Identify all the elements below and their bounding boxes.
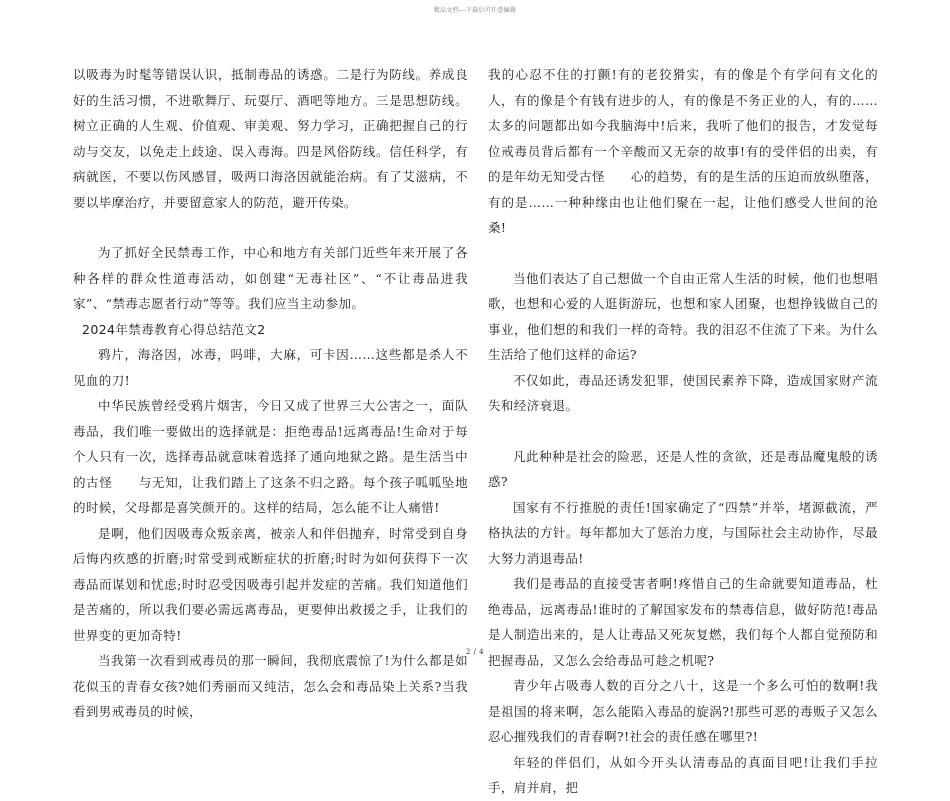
paragraph: 为了抓好全民禁毒工作，中心和地方有关部门近些年来开展了各种各样的群众性道毒活动，如创建“无毒社区”、“不让毒品进我家”、“禁毒志愿者行动”等等。我们应当主动参加。: [73, 245, 468, 311]
paragraph: 不仅如此，毒品还诱发犯罪，使国民素养下降，造成国家财产流失和经济衰退。: [488, 372, 878, 413]
paragraph: 年轻的伴侣们，从如今开头认清毒品的真面目吧!让我们手拉手，肩并肩，把: [488, 754, 878, 795]
paragraph: 当我第一次看到戒毒员的那一瞬间，我彻底震惊了!为什么都是如花似玉的青春女孩?她们秀丽而又纯洁，怎么会和毒品染上关系?当我看到男戒毒员的时候，: [73, 653, 468, 719]
paragraph: 凡此种种是社会的险恶，还是人性的贪欲，还是毒品魔鬼般的诱惑?: [488, 448, 878, 489]
paragraph: 青少年占吸毒人数的百分之八十，这是一个多么可怕的数啊!我是祖国的将来啊，怎么能陷入毒品的旋涡?!那些可恶的毒贩子又怎么忍心摧残我们的青春啊?!社会的责任感在哪里?!: [488, 678, 878, 744]
paragraph: 是啊，他们因吸毒众叛亲离，被亲人和伴侣抛弃，时常受到自身后悔内疚感的折磨;时常受到戒断症状的折磨;时时为如何获得下一次毒品而谋划和忧虑;时时忍受因吸毒引起并发症的苦痛。我们知道他们是苦痛的，所以我们要必需远离毒品，更要伸出救援之手，让我们的世界变的更加奇特!: [73, 525, 468, 643]
paragraph: 以吸毒为时髦等错误认识，抵制毒品的诱惑。二是行为防线。养成良好的生活习惯，不进歌舞厅、玩耍厅、酒吧等地方。三是思想防线。树立正确的人生观、价值观、审美观、努力学习，正确把握自己的行动与交友，以免走上歧途、误入毒海。四是风俗防线。信任科学，有病就医，不要以伤风感冒，吸两口海洛因就能治病。有了艾滋病，不要以毕摩治疗，并要留意家人的防范，避开传染。: [73, 67, 468, 210]
paragraph: 我的心忍不住的打颤!有的老狡猾实，有的像是个有学问有文化的人，有的像是个有钱有进步的人，有的像是不务正业的人，有的……太多的问题都出如今我脑海中!后来，我听了他们的报告，才发觉每位戒毒员背后都有一个辛酸而又无奈的故事!有的受伴侣的出卖，有的是年幼无知受古怪 心的趋势，有的是生活的压迫而放纵堕落，有的是……一种种缘由也让他们聚在一起，让他们感受人世间的沧桑!: [488, 67, 878, 235]
paragraph: 当他们表达了自己想做一个自由正常人生活的时候，他们也想唱歌，也想和心爱的人逛街游玩，也想和家人团聚，也想挣钱做自己的事业，他们想的和我们一样的奇特。我的泪忍不住流了下来。为什么生活给了他们这样的命运?: [488, 270, 878, 362]
page-header: 精品文档---下载后可任意编辑: [433, 7, 517, 14]
paragraph: 国家有不行推脱的责任!国家确定了“四禁”并举，堵源截流，严格执法的方针。每年都加大了惩治力度，与国际社会主动协作，尽最大努力消退毒品!: [488, 499, 878, 566]
left-column: [73, 62, 468, 725]
paragraph: 我们是毒品的直接受害者啊!疼惜自己的生命就要知道毒品，杜绝毒品，远离毒品!谁时的了解国家发布的禁毒信息，做好防范!毒品是人制造出来的，是人让毒品又死灰复燃，我们每个人都自觉预防和把握毒品，又怎么会给毒品可趁之机呢?: [488, 576, 878, 668]
paragraph: 鸦片，海洛因，冰毒，吗啡，大麻，可卡因……这些都是杀人不见血的刀!: [73, 347, 468, 388]
section-heading: 2024年禁毒教育心得总结范文2: [82, 321, 266, 337]
right-column: [488, 62, 878, 801]
page-number: 2 / 4: [465, 648, 485, 656]
paragraph: 中华民族曾经受鸦片烟害，今日又成了世界三大公害之一，面队毒品，我们唯一要做出的选择就是：拒绝毒品!远离毒品!生命对于每个人只有一次，选择毒品就意味着选择了通向地狱之路。是生活当中的古怪 与无知，让我们踏上了这条不归之路。每个孩子呱呱坠地的时候，父母都是喜笑颜开的。这样的结局，怎么能不让人痛惜!: [73, 398, 468, 515]
